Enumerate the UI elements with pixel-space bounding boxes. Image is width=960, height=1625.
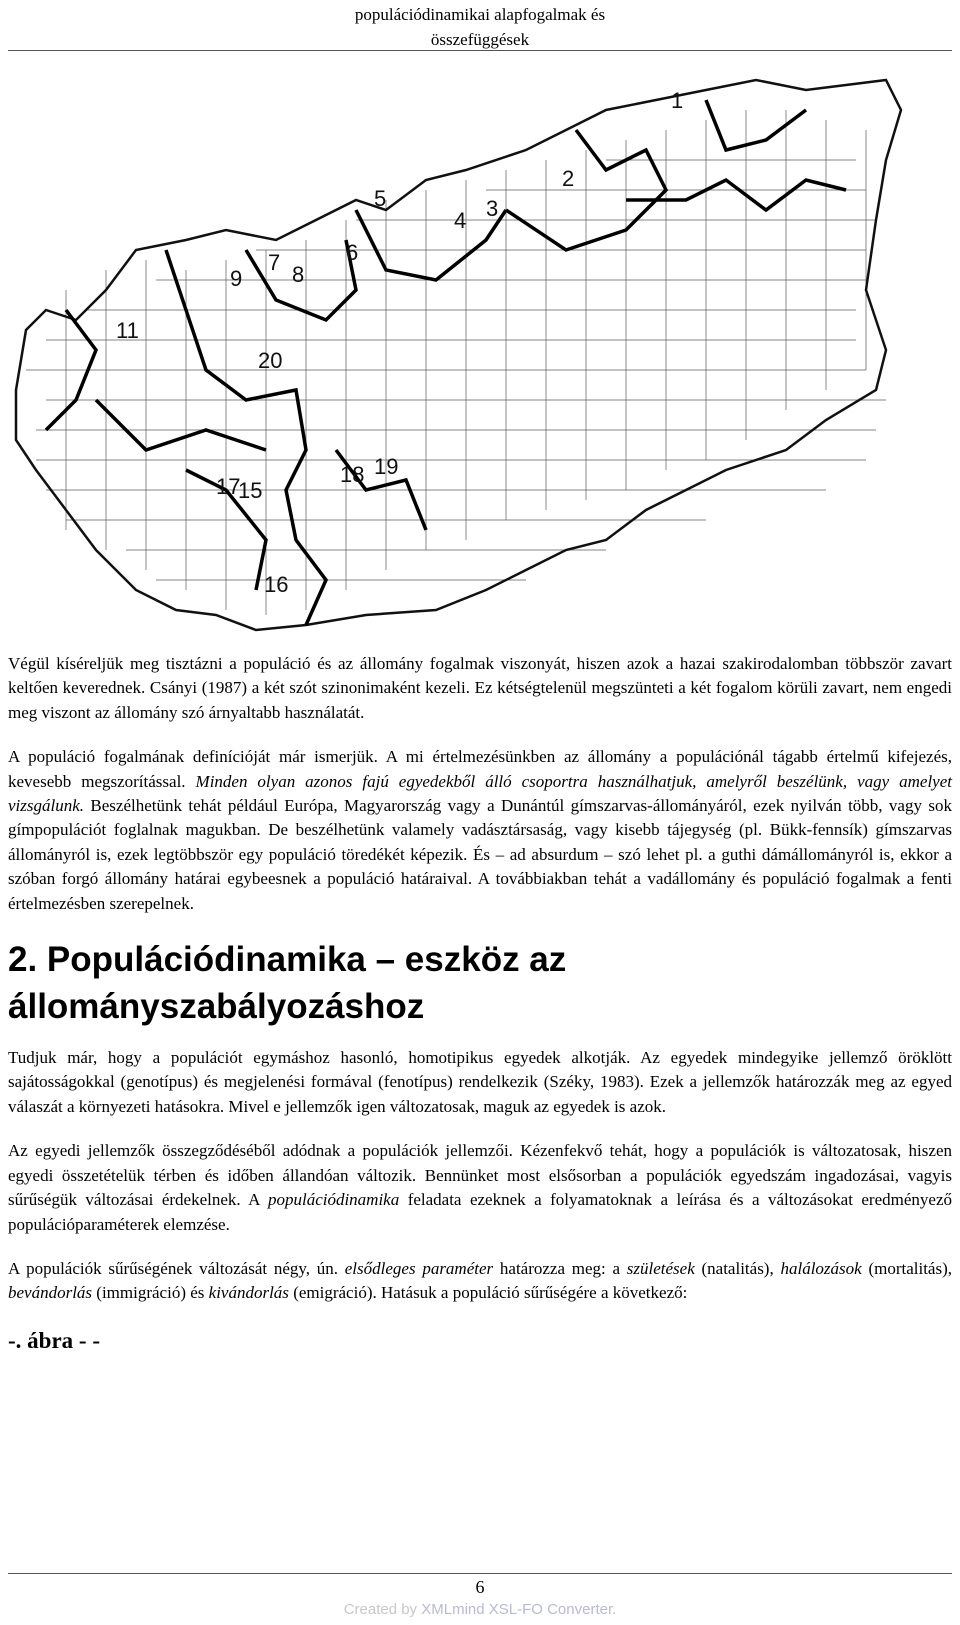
p2-italic: Minden olyan azonos fajú egyedekből álló csoportra használhatjuk, amelyről beszélünk, vagy amelyet vizsgálunk. — [8, 771, 952, 816]
paragraph-homotypic: Tudjuk már, hogy a populációt egymáshoz hasonló, homotipikus egyedek alkotják. Az egyedek mindegyike jellemző öröklött sajátosságokkal (genotípus) és megjelenési formával (fenotípus) rendelkezik (Széky, 1983). Ezek a jellemzők határozzák meg az egyed válaszát a környezeti hatásokra. Mivel e jellemzők igen változatosak, maguk az egyedek is azok. — [8, 1048, 952, 1116]
section-heading: 2. Populációdinamika – eszköz az állományszabályozáshoz — [8, 940, 567, 1027]
country-outline — [16, 80, 901, 630]
region-label-7: 7 — [268, 250, 281, 275]
p2-text-c: Beszélhetünk tehát például Európa, Magyarország vagy a Dunántúl gímszarvas-állományáról, ezek nyilván több, vagy sok gímpopulációt foglalnak magukban. De beszélhetünk valamely vadásztársaság, vagy kisebb tájegység (pl. Bükk-fennsík) gímszarvas állományról is, ezek legtöbbször egy populáció töredékét képezik. És – ad absurdum – szó lehet pl. a guthi dámállományról is, ekkor a szóban forgó állomány határai egybeesnek a populáció határaival. A továbbiakban tehát a vadállomány és populáció fogalmak a fenti értelmezésben szerepelnek. — [8, 796, 952, 913]
footer-rule — [8, 1573, 952, 1574]
region-label-15: 15 — [238, 478, 263, 503]
p5-b: elsődleges paraméter — [344, 1258, 494, 1278]
p5-d: születések — [626, 1258, 695, 1278]
p4-italic: populációdinamika — [267, 1190, 400, 1210]
body-text — [8, 652, 952, 1354]
figure-label: -. ábra - - — [8, 1327, 100, 1353]
header-rule — [8, 50, 952, 51]
p2-text-a: A populáció fogalmának definícióját már ismerjük. A mi értelmezésünkben az állomány a populációnál tágabb értelmű kifejezés, kevesebb megszorítással. — [8, 747, 952, 791]
region-label-6: 6 — [346, 240, 359, 265]
region-label-18: 18 — [340, 462, 365, 487]
p5-a: A populációk sűrűségének változását négy, ún. — [8, 1258, 345, 1278]
p5-h: bevándorlás — [8, 1283, 93, 1303]
region-label-3: 3 — [486, 196, 499, 221]
p4-text-c: feladata ezeknek a folyamatoknak a leírása és a változásokat eredményező populációparaméterek elemzése. — [8, 1190, 952, 1234]
generator-credit — [0, 1601, 960, 1618]
region-label-19: 19 — [374, 454, 399, 479]
paragraph-individual-traits — [8, 1139, 952, 1237]
p5-f: halálozások — [780, 1258, 862, 1278]
region-label-16: 16 — [264, 572, 289, 597]
paragraph-primary-parameters — [8, 1257, 952, 1306]
region-label-20: 20 — [258, 348, 283, 373]
p4-text-a: Az egyedi jellemzők összegződéséből adódnak a populációk jellemzői. Kézenfekvő tehát, hogy a populációk is változatosak, hiszen egyedi összetételük térben és időben állandóan változik. Bennünket most elsősorban a populációk egyedszám ingadozásai, vagyis sűrűségük változásai érdekelnek. A — [8, 1141, 952, 1210]
region-label-9: 9 — [230, 266, 243, 291]
region-label-17: 17 — [216, 474, 241, 499]
region-label-2: 2 — [562, 166, 575, 191]
p5-e: (natalitás), — [694, 1258, 781, 1278]
header-line-2: összefüggések — [430, 30, 530, 49]
paragraph-population-vs-stock: Végül kíséreljük meg tisztázni a populáció és az állomány fogalmak viszonyát, hiszen azok a hazai szakirodalomban többször zavart keltően keverednek. Csányi (1987) a két szót szinonimaként kezeli. Ez kétségtelenül megszünteti a két fogalom körüli zavart, nem engedi meg viszont az állomány szó árnyaltabb használatát. — [8, 654, 952, 722]
region-label-11: 11 — [116, 318, 139, 343]
region-label-5: 5 — [374, 186, 387, 211]
region-label-8: 8 — [292, 262, 305, 287]
p5-j: kivándorlás — [208, 1283, 289, 1303]
page-number: 6 — [475, 1577, 485, 1597]
region-numbers — [116, 88, 683, 597]
region-borders — [46, 100, 846, 625]
region-label-1: 1 — [671, 88, 684, 113]
p5-i: (immigráció) és — [92, 1283, 209, 1303]
paragraph-stock-definition — [8, 745, 952, 916]
p5-g: (mortalitás), — [861, 1258, 953, 1278]
header-line-1: populációdinamikai alapfogalmak és — [354, 5, 606, 24]
region-label-4: 4 — [454, 208, 467, 233]
converter-name: XMLmind XSL-FO Converter. — [421, 1601, 617, 1618]
p5-k: (emigráció). Hatásuk a populáció sűrűségére a következő: — [288, 1283, 688, 1303]
hungary-region-map — [6, 70, 911, 636]
running-header — [0, 0, 960, 52]
district-texture — [26, 110, 886, 615]
created-by-text: Created by — [343, 1601, 422, 1618]
p5-c: határozza meg: a — [493, 1258, 627, 1278]
